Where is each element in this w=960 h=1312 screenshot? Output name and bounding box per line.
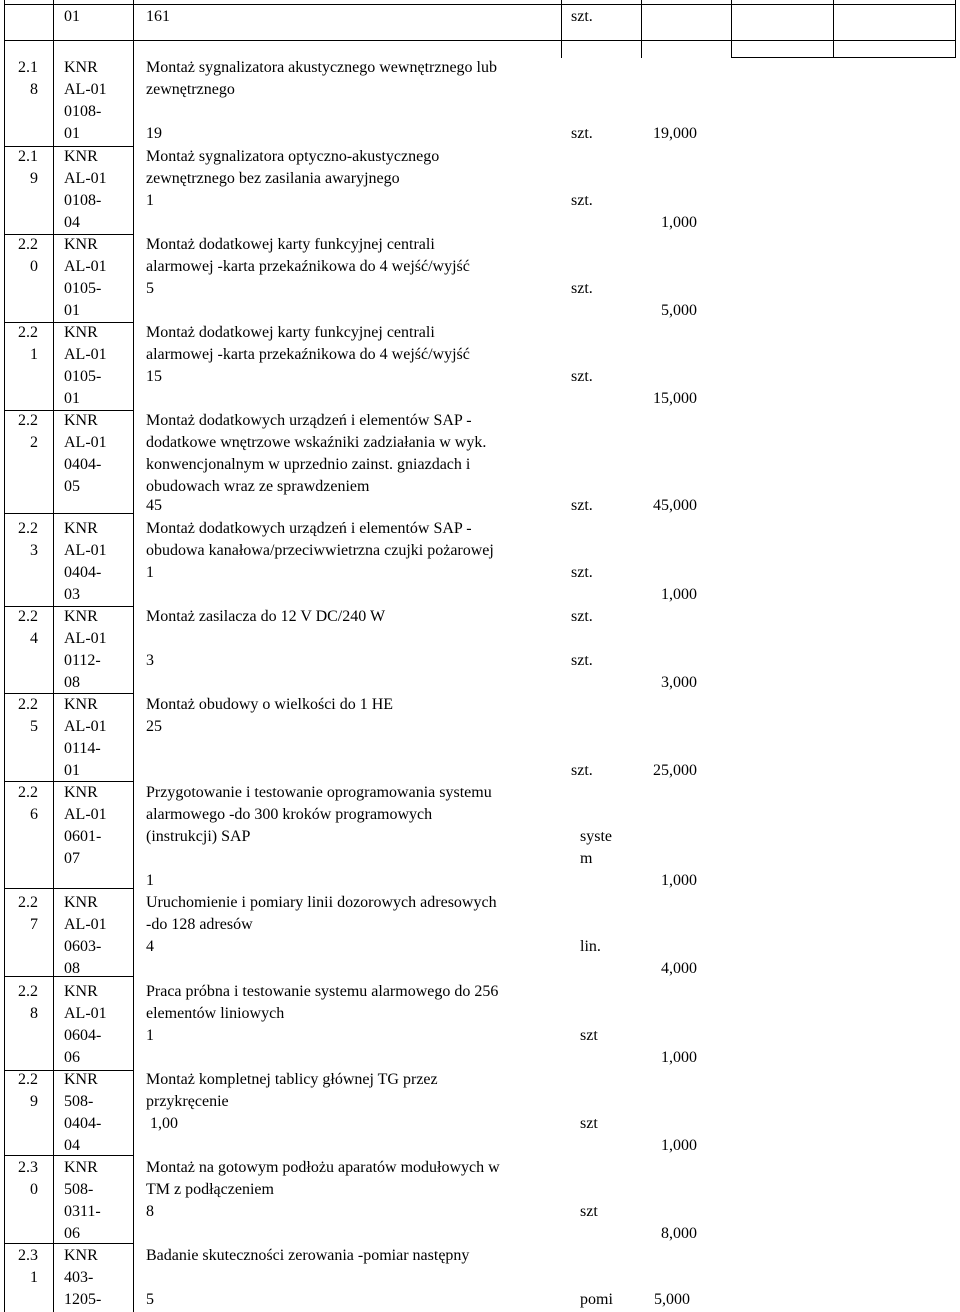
item-description: Montaż sygnalizatora akustycznego wewnętrznego lub: [146, 59, 497, 76]
item-unit: pomi: [580, 1291, 613, 1308]
row-separator: [4, 513, 133, 514]
item-quantity: 8: [146, 1203, 154, 1220]
item-code: 508-: [64, 1181, 94, 1198]
item-code: KNR: [64, 696, 98, 713]
item-description: alarmowej -karta przekaźnikowa do 4 wejść/wyjść: [146, 258, 470, 275]
grid-line-desc: [561, 0, 562, 58]
grid-line-extra1: [833, 0, 834, 58]
item-number: 2.1: [18, 148, 38, 165]
item-unit: szt.: [571, 762, 593, 779]
item-quantity: 1: [146, 192, 154, 209]
item-code: 06: [64, 1225, 80, 1242]
item-description: zewnętrznego: [146, 81, 235, 98]
item-description: Montaż dodatkowych urządzeń i elementów SAP -: [146, 520, 472, 537]
item-code: 05: [64, 478, 80, 495]
grid-line-header-ext: [731, 57, 955, 58]
item-unit: szt: [580, 1027, 598, 1044]
item-code: 04: [64, 1137, 80, 1154]
item-description: obudowa kanałowa/przeciwwietrzna czujki pożarowej: [146, 542, 494, 559]
item-description: (instrukcji) SAP: [146, 828, 251, 845]
item-total: 4,000: [661, 960, 697, 977]
header-quantity: 161: [146, 8, 170, 25]
item-code: 0108-: [64, 103, 102, 120]
item-quantity: 3: [146, 652, 154, 669]
item-total: 1,000: [661, 1137, 697, 1154]
item-code: 403-: [64, 1269, 94, 1286]
item-description: Montaż dodatkowych urządzeń i elementów SAP -: [146, 412, 472, 429]
item-description: elementów liniowych: [146, 1005, 285, 1022]
item-code: AL-01: [64, 630, 107, 647]
item-number: 2.2: [18, 784, 38, 801]
item-code: 01: [64, 390, 80, 407]
item-description: -do 128 adresów: [146, 916, 253, 933]
item-unit: szt.: [571, 652, 593, 669]
item-code: KNR: [64, 1247, 98, 1264]
item-code: 04: [64, 214, 80, 231]
item-code: 508-: [64, 1093, 94, 1110]
item-description: Montaż kompletnej tablicy głównej TG przez: [146, 1071, 438, 1088]
item-code: AL-01: [64, 434, 107, 451]
grid-line-left: [4, 0, 5, 1312]
item-number: 1: [30, 346, 38, 363]
item-code: 08: [64, 674, 80, 691]
item-number: 2.3: [18, 1247, 38, 1264]
item-total: 25,000: [653, 762, 697, 779]
item-unit: szt.: [571, 280, 593, 297]
item-number: 1: [30, 1269, 38, 1286]
item-quantity: 1,00: [150, 1115, 178, 1132]
item-number: 2: [30, 434, 38, 451]
item-code: 01: [64, 762, 80, 779]
grid-line-extra2: [955, 0, 956, 58]
item-number: 7: [30, 916, 38, 933]
item-number: 2.2: [18, 324, 38, 341]
item-description: Montaż na gotowym podłożu aparatów modułowych w: [146, 1159, 500, 1176]
item-code: 01: [64, 125, 80, 142]
item-description: Montaż dodatkowej karty funkcyjnej centrali: [146, 236, 435, 253]
item-description: alarmowego -do 300 kroków programowych: [146, 806, 433, 823]
item-number: 3: [30, 542, 38, 559]
item-total: 15,000: [653, 390, 697, 407]
item-total: 1,000: [661, 1049, 697, 1066]
grid-line-code: [133, 0, 134, 1312]
item-quantity: 4: [146, 938, 154, 955]
item-number: 9: [30, 170, 38, 187]
item-unit: szt.: [571, 125, 593, 142]
item-code: KNR: [64, 784, 98, 801]
item-number: 6: [30, 806, 38, 823]
item-code: AL-01: [64, 806, 107, 823]
item-description: Montaż dodatkowej karty funkcyjnej centrali: [146, 324, 435, 341]
item-code: AL-01: [64, 718, 107, 735]
item-unit: szt: [580, 1115, 598, 1132]
header-unit: szt.: [571, 8, 593, 25]
item-code: AL-01: [64, 346, 107, 363]
item-code: 0601-: [64, 828, 102, 845]
item-code: 03: [64, 586, 80, 603]
item-code: 07: [64, 850, 80, 867]
item-total: 8,000: [661, 1225, 697, 1242]
item-total: 19,000: [653, 125, 697, 142]
item-quantity: 5: [146, 1291, 154, 1308]
item-number: 0: [30, 1181, 38, 1198]
item-code: KNR: [64, 148, 98, 165]
item-code: 0604-: [64, 1027, 102, 1044]
item-quantity: 1: [146, 1027, 154, 1044]
item-code: 0404-: [64, 1115, 102, 1132]
item-total: 1,000: [661, 586, 697, 603]
item-code: 0404-: [64, 564, 102, 581]
item-description: zewnętrznego bez zasilania awaryjnego: [146, 170, 400, 187]
item-description: Montaż sygnalizatora optyczno-akustycznego: [146, 148, 440, 165]
item-description: obudowach wraz ze sprawdzeniem: [146, 478, 370, 495]
header-number: 01: [64, 8, 80, 25]
item-number: 8: [30, 1005, 38, 1022]
item-number: 2.2: [18, 1071, 38, 1088]
item-code: 08: [64, 960, 80, 977]
item-code: 0112-: [64, 652, 101, 669]
item-code: 0105-: [64, 368, 102, 385]
item-total: 1,000: [661, 214, 697, 231]
item-number: 5: [30, 718, 38, 735]
item-quantity: 25: [146, 718, 162, 735]
item-code: 0105-: [64, 280, 102, 297]
item-description: konwencjonalnym w uprzednio zainst. gniazdach i: [146, 456, 471, 473]
item-unit: lin.: [580, 938, 601, 955]
item-number: 9: [30, 1093, 38, 1110]
item-code: KNR: [64, 324, 98, 341]
item-description: alarmowej -karta przekaźnikowa do 4 wejść/wyjść: [146, 346, 470, 363]
item-total: 5,000: [661, 302, 697, 319]
item-code: KNR: [64, 894, 98, 911]
item-unit: syste: [580, 828, 612, 845]
item-code: 0404-: [64, 456, 102, 473]
row-separator: [4, 888, 133, 889]
item-code: 0311-: [64, 1203, 101, 1220]
item-code: 0108-: [64, 192, 102, 209]
item-code: 0603-: [64, 938, 102, 955]
item-description: Badanie skuteczności zerowania -pomiar następny: [146, 1247, 470, 1264]
item-number: 2.2: [18, 696, 38, 713]
item-description: TM z podłączeniem: [146, 1181, 274, 1198]
item-description: Praca próbna i testowanie systemu alarmowego do 256: [146, 983, 499, 1000]
item-total: 3,000: [661, 674, 697, 691]
item-code: AL-01: [64, 170, 107, 187]
item-number: 2.2: [18, 520, 38, 537]
item-total: 45,000: [653, 497, 697, 514]
item-code: KNR: [64, 59, 98, 76]
item-description: Montaż zasilacza do 12 V DC/240 W: [146, 608, 386, 625]
item-number: 2.2: [18, 894, 38, 911]
item-code: AL-01: [64, 81, 107, 98]
item-description: Montaż obudowy o wielkości do 1 HE: [146, 696, 394, 713]
grid-line-lp: [53, 0, 54, 1312]
item-number: 2.1: [18, 59, 38, 76]
item-code: KNR: [64, 983, 98, 1000]
grid-line-total: [731, 0, 732, 58]
item-total: 1,000: [661, 872, 697, 889]
item-code: KNR: [64, 1071, 98, 1088]
item-number: 2.3: [18, 1159, 38, 1176]
grid-line-unit: [641, 0, 642, 58]
item-total: 5,000: [654, 1291, 690, 1308]
item-description: przykręcenie: [146, 1093, 229, 1110]
item-code: KNR: [64, 520, 98, 537]
item-code: 01: [64, 302, 80, 319]
item-number: 8: [30, 81, 38, 98]
item-unit: szt.: [571, 497, 593, 514]
item-code: AL-01: [64, 258, 107, 275]
item-quantity: 1: [146, 564, 154, 581]
item-quantity: 1: [146, 872, 154, 889]
item-unit: szt.: [571, 192, 593, 209]
item-unit: szt.: [571, 368, 593, 385]
item-quantity: 5: [146, 280, 154, 297]
item-code: 0114-: [64, 740, 101, 757]
item-code: AL-01: [64, 542, 107, 559]
item-number: 4: [30, 630, 38, 647]
item-code: AL-01: [64, 916, 107, 933]
item-quantity: 15: [146, 368, 162, 385]
item-number: 2.2: [18, 236, 38, 253]
item-code: 1205-: [64, 1291, 102, 1308]
item-description: Przygotowanie i testowanie oprogramowania systemu: [146, 784, 492, 801]
item-unit: szt.: [571, 608, 593, 625]
item-description: dodatkowe wnętrzowe wskaźniki zadziałania w wyk.: [146, 434, 487, 451]
item-code: 06: [64, 1049, 80, 1066]
item-quantity: 19: [146, 125, 162, 142]
item-number: 2.2: [18, 608, 38, 625]
item-code: KNR: [64, 236, 98, 253]
grid-line-top: [4, 4, 955, 5]
item-code: KNR: [64, 412, 98, 429]
item-code: KNR: [64, 1159, 98, 1176]
item-unit: m: [580, 850, 593, 867]
item-quantity: 45: [146, 497, 162, 514]
grid-line-header-bottom: [4, 40, 955, 41]
item-number: 0: [30, 258, 38, 275]
item-unit: szt.: [571, 564, 593, 581]
item-code: KNR: [64, 608, 98, 625]
item-number: 2.2: [18, 412, 38, 429]
item-unit: szt: [580, 1203, 598, 1220]
item-description: Uruchomienie i pomiary linii dozorowych adresowych: [146, 894, 497, 911]
item-number: 2.2: [18, 983, 38, 1000]
item-code: AL-01: [64, 1005, 107, 1022]
